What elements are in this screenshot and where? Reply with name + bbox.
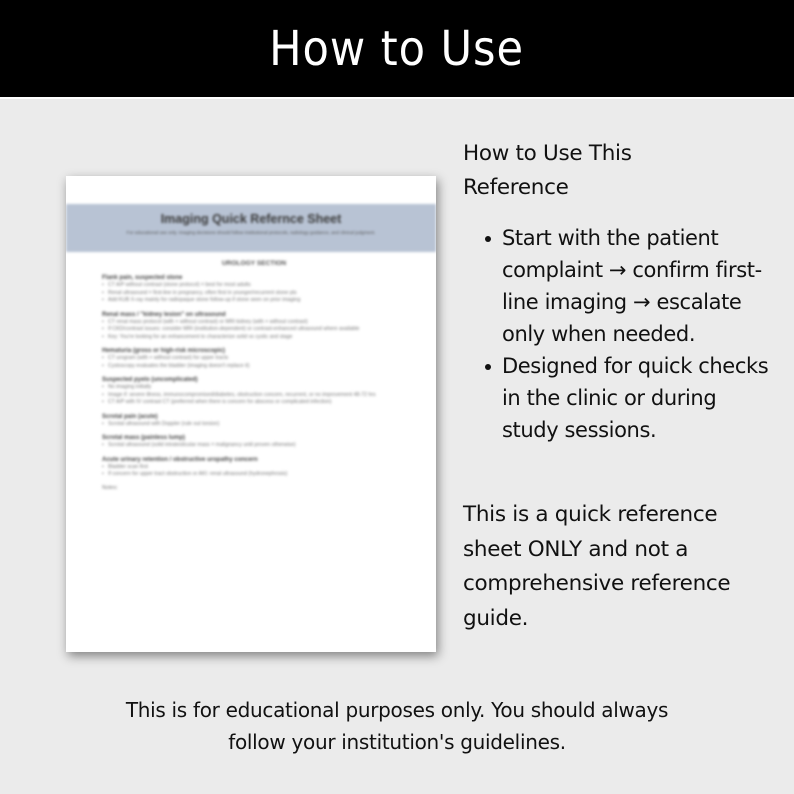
document-group-title: Suspected pyelo (uncomplicated) xyxy=(102,377,198,383)
list-item-text: Designed for quick checks in the clinic or during study sessions. xyxy=(502,354,769,442)
document-group-title: Scrotal mass (painless lump) xyxy=(102,435,186,441)
document-group-title: Scrotal pain (acute) xyxy=(102,413,158,420)
document-list-item: • Bladder scan first xyxy=(102,464,406,472)
document-group xyxy=(102,456,406,479)
footer-note xyxy=(0,694,794,758)
instructions-heading: How to Use This Reference xyxy=(463,141,632,200)
document-list-item: • Cystoscopy evaluates the bladder (imaging doesn't replace it) xyxy=(102,363,406,371)
document-group-title: Renal mass / "kidney lesion" on ultrasound xyxy=(102,311,226,318)
disclaimer-text: This is a quick reference sheet ONLY and not a comprehensive reference guide. xyxy=(463,502,731,631)
document-list-item: • Scrotal ultrasound (solid intratesticular mass = malignancy until proven otherwise) xyxy=(102,442,406,450)
document-list-item: • CT A/P with IV contrast CT (preferred when there is concern for abscess or complicated infection) xyxy=(102,399,406,407)
document-group-title: Acute urinary retention / obstructive uropathy concern xyxy=(102,456,258,463)
document-list-item: • Scrotal ultrasound with Doppler (rule out torsion) xyxy=(102,421,406,429)
page-title: How to Use xyxy=(269,20,525,77)
document-header xyxy=(66,204,436,252)
document-preview xyxy=(66,176,436,652)
footer-line-1: This is for educational purposes only. You should always xyxy=(125,698,669,722)
document-title: Imaging Quick Refernce Sheet xyxy=(160,212,342,226)
document-list-item: • No imaging initially xyxy=(102,384,406,392)
document-group xyxy=(102,376,406,407)
document-group xyxy=(102,311,406,342)
document-list-item: • If concern for upper tract obstruction or AKI: renal ultrasound (hydronephrosis) xyxy=(102,471,406,479)
document-subtitle: For educational use only. Imaging decisions should follow institutional protocols, radiology guidance, and clinical judgment. xyxy=(126,230,376,235)
document-list-item: • CT renal mass protocol (with + without contrast) or MRI kidney (with + without contrast) xyxy=(102,319,406,327)
document-group xyxy=(102,347,406,370)
document-list-item: • Image if: severe illness, immunocompromised/diabetes, obstruction concern, recurrent, or no improvement 48-72 hrs xyxy=(102,392,406,400)
title-banner xyxy=(0,0,794,99)
document-group-title: Hematuria (gross or high-risk microscopic) xyxy=(102,348,226,354)
instructions-list xyxy=(463,222,783,446)
instructions-panel xyxy=(463,137,783,636)
document-group-title: Flank pain, suspected stone xyxy=(102,275,183,281)
document-list-item: • CT A/P without contrast (stone protocol) = best for most adults xyxy=(102,282,406,290)
list-item xyxy=(463,222,772,350)
document-group xyxy=(102,274,406,305)
bullet-icon xyxy=(485,364,491,370)
document-section-title: UROLOGY SECTION xyxy=(221,260,287,267)
document-group xyxy=(102,434,406,450)
document-groups xyxy=(102,274,406,479)
bullet-icon xyxy=(485,236,491,242)
list-item xyxy=(463,350,772,446)
document-list-item: • CT urogram (with + without contrast) for upper tracts xyxy=(102,355,406,363)
document-list-item: • Key: You're looking for an enhancement to characterize solid vs cystic and stage xyxy=(102,334,406,342)
document-notes: Notes: xyxy=(102,484,118,491)
document-list-item: • Renal ultrasound = first-line in pregnancy, often first in younger/recurrent stone pts xyxy=(102,290,406,298)
document-group xyxy=(102,413,406,429)
document-list-item: • If CKD/contrast issues: consider MRI (institution-dependent) or contrast-enhanced ultrasound where available xyxy=(102,326,406,334)
footer-line-2: follow your institution's guidelines. xyxy=(228,730,566,754)
document-list-item: • Add KUB X-ray mainly for radiopaque stone follow-up if stone seen on prior imaging xyxy=(102,297,406,305)
list-item-text: Start with the patient complaint → confirm first-line imaging → escalate only when needed. xyxy=(502,226,762,346)
